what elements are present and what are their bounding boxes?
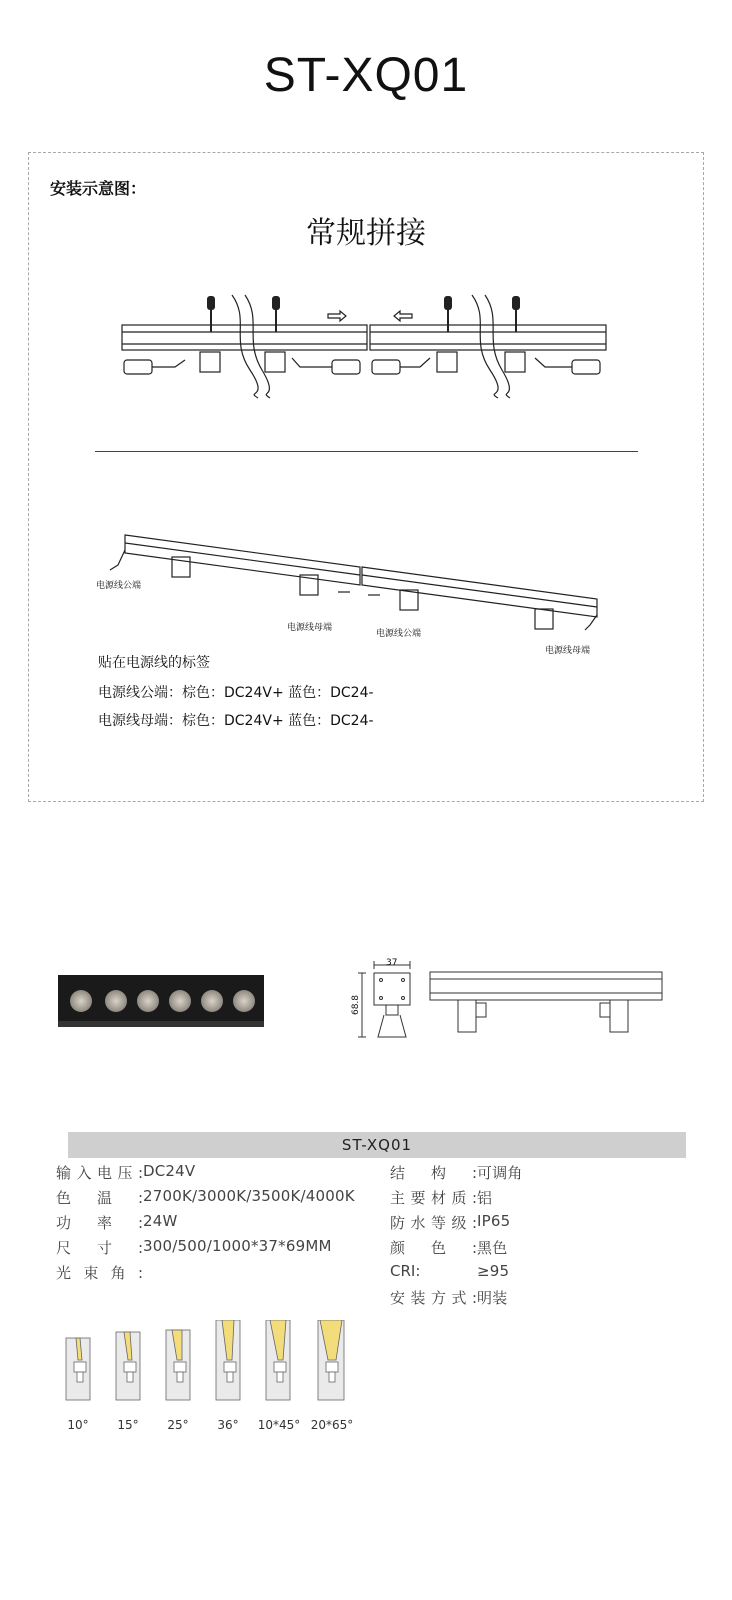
spec-row-color xyxy=(390,1237,507,1258)
label-male-mid: 电源线公端 xyxy=(376,629,422,639)
spec-value: 黑色 xyxy=(477,1239,508,1257)
spec-row-mounting xyxy=(390,1287,507,1308)
spec-row-material xyxy=(390,1187,492,1208)
spec-value: IP65 xyxy=(477,1212,511,1230)
spec-value: 可调角 xyxy=(477,1164,523,1182)
spec-label: 主要材质: xyxy=(390,1189,477,1207)
spec-value: 明装 xyxy=(477,1289,508,1307)
spec-title-bar: ST-XQ01 xyxy=(68,1132,686,1158)
spec-value: DC24V xyxy=(143,1162,196,1180)
splice-diagram xyxy=(0,280,732,400)
spec-row-beam xyxy=(56,1262,143,1283)
label-female-right: 电源线母端 xyxy=(545,646,591,656)
beam-label-15: 15° xyxy=(117,1418,139,1432)
spec-value: 2700K/3000K/3500K/4000K xyxy=(143,1187,355,1205)
beam-label-20x65: 20*65° xyxy=(310,1418,354,1432)
spec-row-cri xyxy=(390,1262,509,1280)
spec-label: 光束角: xyxy=(56,1264,143,1282)
spec-value: 24W xyxy=(143,1212,178,1230)
spec-row-structure xyxy=(390,1162,523,1183)
note-female: 电源线母端：棕色：DC24V+ 蓝色：DC24- xyxy=(98,713,374,729)
spec-value: 300/500/1000*37*69MM xyxy=(143,1237,332,1255)
section-divider xyxy=(95,451,638,452)
note-label: 贴在电源线的标签 xyxy=(98,655,210,671)
beam-icon-20x65 xyxy=(318,1320,344,1400)
label-male-left: 电源线公端 xyxy=(96,581,142,591)
spec-label: 输入电压: xyxy=(56,1164,143,1182)
beam-icon-10 xyxy=(66,1338,90,1400)
spec-row-power xyxy=(56,1212,178,1233)
dimension-drawing xyxy=(0,955,732,1055)
spec-row-ip xyxy=(390,1212,510,1233)
spec-label: 色温: xyxy=(56,1189,143,1207)
spec-value: ≥95 xyxy=(477,1262,510,1280)
spec-value: 铝 xyxy=(477,1189,493,1207)
spec-row-size xyxy=(56,1237,332,1258)
dimension-height: 68.8 xyxy=(351,994,362,1016)
spec-label: 功率: xyxy=(56,1214,143,1232)
dimension-width: 37 xyxy=(386,958,398,968)
spec-label: 安装方式: xyxy=(390,1289,477,1307)
beam-icon-36 xyxy=(216,1320,240,1400)
label-female-mid: 电源线母端 xyxy=(287,623,333,633)
beam-icon-10x45 xyxy=(266,1320,290,1400)
installation-heading: 安装示意图： xyxy=(50,179,147,198)
spec-label: CRI: xyxy=(390,1262,421,1280)
spec-row-cct xyxy=(56,1187,355,1208)
beam-label-10: 10° xyxy=(67,1418,89,1432)
installation-subtitle: 常规拼接 xyxy=(306,216,426,251)
beam-icon-25 xyxy=(166,1330,190,1400)
beam-label-25: 25° xyxy=(167,1418,189,1432)
product-title: ST-XQ01 xyxy=(263,49,469,102)
spec-label: 防水等级: xyxy=(390,1214,477,1232)
spec-label: 尺寸: xyxy=(56,1239,143,1257)
spec-label: 颜色: xyxy=(390,1239,477,1257)
beam-label-10x45: 10*45° xyxy=(257,1418,301,1432)
note-male: 电源线公端：棕色：DC24V+ 蓝色：DC24- xyxy=(98,685,374,701)
beam-angle-diagrams xyxy=(0,1320,732,1410)
spec-label: 结构: xyxy=(390,1164,477,1182)
beam-icon-15 xyxy=(116,1332,140,1400)
spec-row-voltage xyxy=(56,1162,195,1183)
beam-label-36: 36° xyxy=(217,1418,239,1432)
